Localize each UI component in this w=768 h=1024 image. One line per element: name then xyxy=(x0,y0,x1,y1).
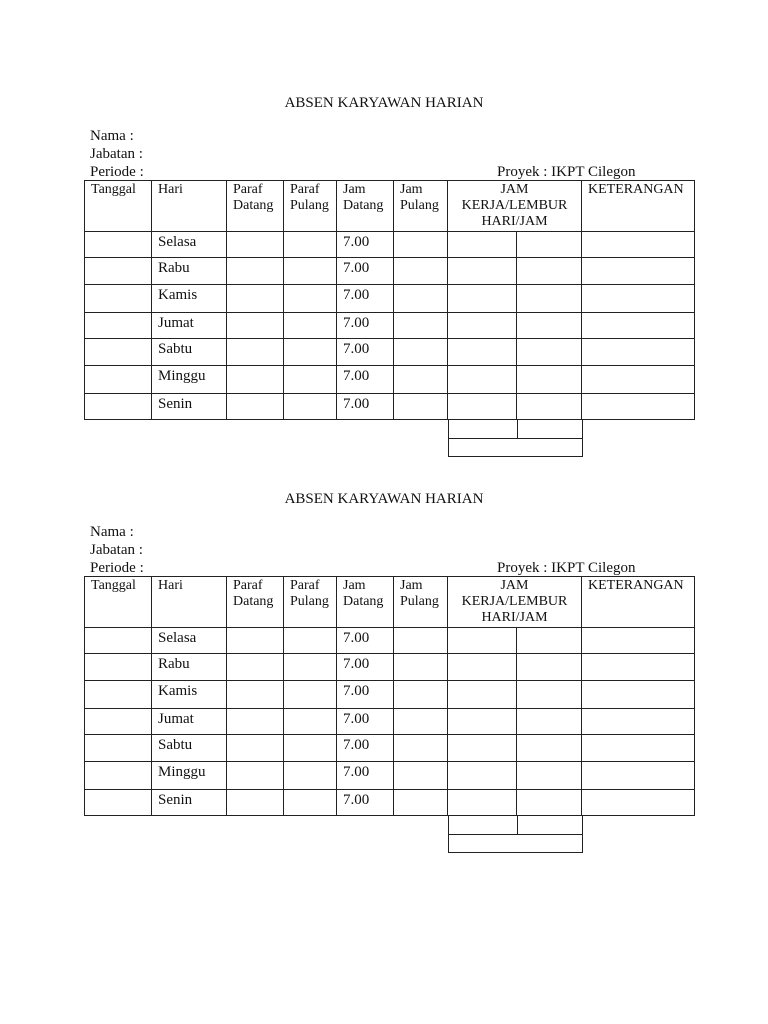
table-row xyxy=(85,258,695,285)
jam-pulang-cell[interactable] xyxy=(394,366,448,394)
table-row xyxy=(85,681,695,709)
header-row xyxy=(85,181,695,232)
paraf-datang-cell[interactable] xyxy=(227,628,284,654)
paraf-pulang-cell[interactable] xyxy=(284,628,337,654)
hari-cell: Kamis xyxy=(152,285,227,313)
attendance-table xyxy=(84,576,695,816)
tanggal-cell[interactable] xyxy=(85,735,152,762)
tanggal-cell[interactable] xyxy=(85,394,152,420)
header-jam-pulang: Jam Pulang xyxy=(394,577,448,628)
jam-pulang-cell[interactable] xyxy=(394,681,448,709)
tanggal-cell[interactable] xyxy=(85,366,152,394)
paraf-datang-cell[interactable] xyxy=(227,366,284,394)
hari-cell: Selasa xyxy=(152,628,227,654)
jam-datang-cell: 7.00 xyxy=(337,258,394,285)
paraf-pulang-cell[interactable] xyxy=(284,790,337,816)
tanggal-cell[interactable] xyxy=(85,285,152,313)
table-row xyxy=(85,394,695,420)
paraf-datang-cell[interactable] xyxy=(227,654,284,681)
jam-pulang-cell[interactable] xyxy=(394,654,448,681)
tanggal-cell[interactable] xyxy=(85,790,152,816)
keterangan-cell[interactable] xyxy=(582,709,695,735)
attendance-form xyxy=(0,94,768,474)
header-jam-kerja-lembur: JAM KERJA/LEMBUR HARI/JAM xyxy=(448,577,582,628)
hari-cell: Minggu xyxy=(152,366,227,394)
jam-datang-cell: 7.00 xyxy=(337,313,394,339)
attendance-form xyxy=(0,490,768,870)
table-row xyxy=(85,628,695,654)
jam-datang-cell: 7.00 xyxy=(337,285,394,313)
header-jam-datang: Jam Datang xyxy=(337,181,394,232)
jam-lembur-cell[interactable] xyxy=(517,790,582,816)
jam-lembur-cell[interactable] xyxy=(517,681,582,709)
paraf-pulang-cell[interactable] xyxy=(284,762,337,790)
hari-cell: Selasa xyxy=(152,232,227,258)
paraf-datang-cell[interactable] xyxy=(227,735,284,762)
attendance-table xyxy=(84,180,695,420)
jam-datang-cell: 7.00 xyxy=(337,628,394,654)
keterangan-cell[interactable] xyxy=(582,366,695,394)
jam-kerja-cell[interactable] xyxy=(448,709,517,735)
jam-pulang-cell[interactable] xyxy=(394,339,448,366)
header-hari: Hari xyxy=(152,181,227,232)
jam-kerja-cell[interactable] xyxy=(448,339,517,366)
paraf-datang-cell[interactable] xyxy=(227,681,284,709)
jam-lembur-cell[interactable] xyxy=(517,709,582,735)
tanggal-cell[interactable] xyxy=(85,709,152,735)
jam-pulang-cell[interactable] xyxy=(394,762,448,790)
jam-lembur-cell[interactable] xyxy=(517,654,582,681)
header-row xyxy=(85,577,695,628)
table-row xyxy=(85,366,695,394)
hari-cell: Minggu xyxy=(152,762,227,790)
jam-lembur-cell[interactable] xyxy=(517,313,582,339)
jam-kerja-cell[interactable] xyxy=(448,735,517,762)
paraf-datang-cell[interactable] xyxy=(227,232,284,258)
total-cell[interactable] xyxy=(449,816,518,835)
jam-kerja-cell[interactable] xyxy=(448,366,517,394)
hari-cell: Senin xyxy=(152,790,227,816)
jam-lembur-cell[interactable] xyxy=(517,628,582,654)
header-jam-pulang: Jam Pulang xyxy=(394,181,448,232)
jam-datang-cell: 7.00 xyxy=(337,339,394,366)
jam-pulang-cell[interactable] xyxy=(394,285,448,313)
table-row xyxy=(85,654,695,681)
paraf-datang-cell[interactable] xyxy=(227,313,284,339)
header-paraf-datang: Paraf Datang xyxy=(227,181,284,232)
jam-datang-cell: 7.00 xyxy=(337,681,394,709)
paraf-pulang-cell[interactable] xyxy=(284,313,337,339)
jam-datang-cell: 7.00 xyxy=(337,232,394,258)
total-box xyxy=(448,419,583,457)
keterangan-cell[interactable] xyxy=(582,258,695,285)
paraf-pulang-cell[interactable] xyxy=(284,232,337,258)
header-hari: Hari xyxy=(152,577,227,628)
jam-kerja-cell[interactable] xyxy=(448,654,517,681)
jam-lembur-cell[interactable] xyxy=(517,366,582,394)
tanggal-cell[interactable] xyxy=(85,654,152,681)
table-row xyxy=(85,285,695,313)
paraf-datang-cell[interactable] xyxy=(227,709,284,735)
total-cell[interactable] xyxy=(518,816,583,835)
periode-label: Periode : xyxy=(90,560,144,576)
tanggal-cell[interactable] xyxy=(85,628,152,654)
total-cell[interactable] xyxy=(449,439,583,457)
jam-kerja-cell[interactable] xyxy=(448,313,517,339)
total-cell[interactable] xyxy=(449,835,583,853)
jam-datang-cell: 7.00 xyxy=(337,394,394,420)
keterangan-cell[interactable] xyxy=(582,790,695,816)
jam-datang-cell: 7.00 xyxy=(337,735,394,762)
keterangan-cell[interactable] xyxy=(582,232,695,258)
keterangan-cell[interactable] xyxy=(582,762,695,790)
header-paraf-pulang: Paraf Pulang xyxy=(284,577,337,628)
jam-pulang-cell[interactable] xyxy=(394,709,448,735)
jam-lembur-cell[interactable] xyxy=(517,258,582,285)
total-cell[interactable] xyxy=(518,420,583,439)
paraf-datang-cell[interactable] xyxy=(227,285,284,313)
keterangan-cell[interactable] xyxy=(582,681,695,709)
paraf-pulang-cell[interactable] xyxy=(284,735,337,762)
form-title: ABSEN KARYAWAN HARIAN xyxy=(284,95,484,111)
keterangan-cell[interactable] xyxy=(582,628,695,654)
header-jam-kerja-lembur: JAM KERJA/LEMBUR HARI/JAM xyxy=(448,181,582,232)
paraf-pulang-cell[interactable] xyxy=(284,681,337,709)
table-row xyxy=(85,762,695,790)
table-row xyxy=(85,313,695,339)
paraf-pulang-cell[interactable] xyxy=(284,366,337,394)
tanggal-cell[interactable] xyxy=(85,258,152,285)
paraf-datang-cell[interactable] xyxy=(227,339,284,366)
proyek-label: Proyek : IKPT Cilegon xyxy=(497,164,636,180)
keterangan-cell[interactable] xyxy=(582,654,695,681)
paraf-pulang-cell[interactable] xyxy=(284,258,337,285)
hari-cell: Rabu xyxy=(152,654,227,681)
jam-kerja-cell[interactable] xyxy=(448,394,517,420)
hari-cell: Kamis xyxy=(152,681,227,709)
hari-cell: Jumat xyxy=(152,709,227,735)
paraf-pulang-cell[interactable] xyxy=(284,654,337,681)
table-row xyxy=(85,790,695,816)
jam-kerja-cell[interactable] xyxy=(448,762,517,790)
jam-lembur-cell[interactable] xyxy=(517,232,582,258)
total-cell[interactable] xyxy=(449,420,518,439)
jam-pulang-cell[interactable] xyxy=(394,258,448,285)
jam-kerja-cell[interactable] xyxy=(448,628,517,654)
tanggal-cell[interactable] xyxy=(85,762,152,790)
hari-cell: Sabtu xyxy=(152,339,227,366)
jam-pulang-cell[interactable] xyxy=(394,735,448,762)
jam-lembur-cell[interactable] xyxy=(517,394,582,420)
jabatan-label: Jabatan : xyxy=(90,146,143,162)
header-keterangan: KETERANGAN xyxy=(582,181,695,232)
periode-label: Periode : xyxy=(90,164,144,180)
jam-kerja-cell[interactable] xyxy=(448,258,517,285)
header-jam-datang: Jam Datang xyxy=(337,577,394,628)
header-paraf-pulang: Paraf Pulang xyxy=(284,181,337,232)
proyek-label: Proyek : IKPT Cilegon xyxy=(497,560,636,576)
nama-label: Nama : xyxy=(90,524,134,540)
table-row xyxy=(85,232,695,258)
hari-cell: Senin xyxy=(152,394,227,420)
paraf-pulang-cell[interactable] xyxy=(284,709,337,735)
jam-datang-cell: 7.00 xyxy=(337,366,394,394)
paraf-pulang-cell[interactable] xyxy=(284,394,337,420)
tanggal-cell[interactable] xyxy=(85,681,152,709)
jam-datang-cell: 7.00 xyxy=(337,654,394,681)
nama-label: Nama : xyxy=(90,128,134,144)
jam-datang-cell: 7.00 xyxy=(337,762,394,790)
hari-cell: Jumat xyxy=(152,313,227,339)
keterangan-cell[interactable] xyxy=(582,339,695,366)
paraf-datang-cell[interactable] xyxy=(227,790,284,816)
keterangan-cell[interactable] xyxy=(582,285,695,313)
jam-pulang-cell[interactable] xyxy=(394,232,448,258)
tanggal-cell[interactable] xyxy=(85,313,152,339)
header-paraf-datang: Paraf Datang xyxy=(227,577,284,628)
jam-pulang-cell[interactable] xyxy=(394,394,448,420)
tanggal-cell[interactable] xyxy=(85,232,152,258)
paraf-datang-cell[interactable] xyxy=(227,394,284,420)
jam-pulang-cell[interactable] xyxy=(394,628,448,654)
table-row xyxy=(85,735,695,762)
jam-kerja-cell[interactable] xyxy=(448,232,517,258)
jam-datang-cell: 7.00 xyxy=(337,709,394,735)
jam-kerja-cell[interactable] xyxy=(448,790,517,816)
keterangan-cell[interactable] xyxy=(582,735,695,762)
jam-kerja-cell[interactable] xyxy=(448,681,517,709)
tanggal-cell[interactable] xyxy=(85,339,152,366)
jam-lembur-cell[interactable] xyxy=(517,762,582,790)
table-row xyxy=(85,709,695,735)
table-row xyxy=(85,339,695,366)
jam-lembur-cell[interactable] xyxy=(517,339,582,366)
jam-lembur-cell[interactable] xyxy=(517,285,582,313)
hari-cell: Sabtu xyxy=(152,735,227,762)
jabatan-label: Jabatan : xyxy=(90,542,143,558)
header-tanggal: Tanggal xyxy=(85,181,152,232)
header-keterangan: KETERANGAN xyxy=(582,577,695,628)
total-box xyxy=(448,815,583,853)
jam-lembur-cell[interactable] xyxy=(517,735,582,762)
form-title: ABSEN KARYAWAN HARIAN xyxy=(284,491,484,507)
jam-kerja-cell[interactable] xyxy=(448,285,517,313)
hari-cell: Rabu xyxy=(152,258,227,285)
paraf-pulang-cell[interactable] xyxy=(284,285,337,313)
paraf-pulang-cell[interactable] xyxy=(284,339,337,366)
jam-pulang-cell[interactable] xyxy=(394,790,448,816)
keterangan-cell[interactable] xyxy=(582,394,695,420)
jam-pulang-cell[interactable] xyxy=(394,313,448,339)
jam-datang-cell: 7.00 xyxy=(337,790,394,816)
header-tanggal: Tanggal xyxy=(85,577,152,628)
paraf-datang-cell[interactable] xyxy=(227,762,284,790)
keterangan-cell[interactable] xyxy=(582,313,695,339)
paraf-datang-cell[interactable] xyxy=(227,258,284,285)
